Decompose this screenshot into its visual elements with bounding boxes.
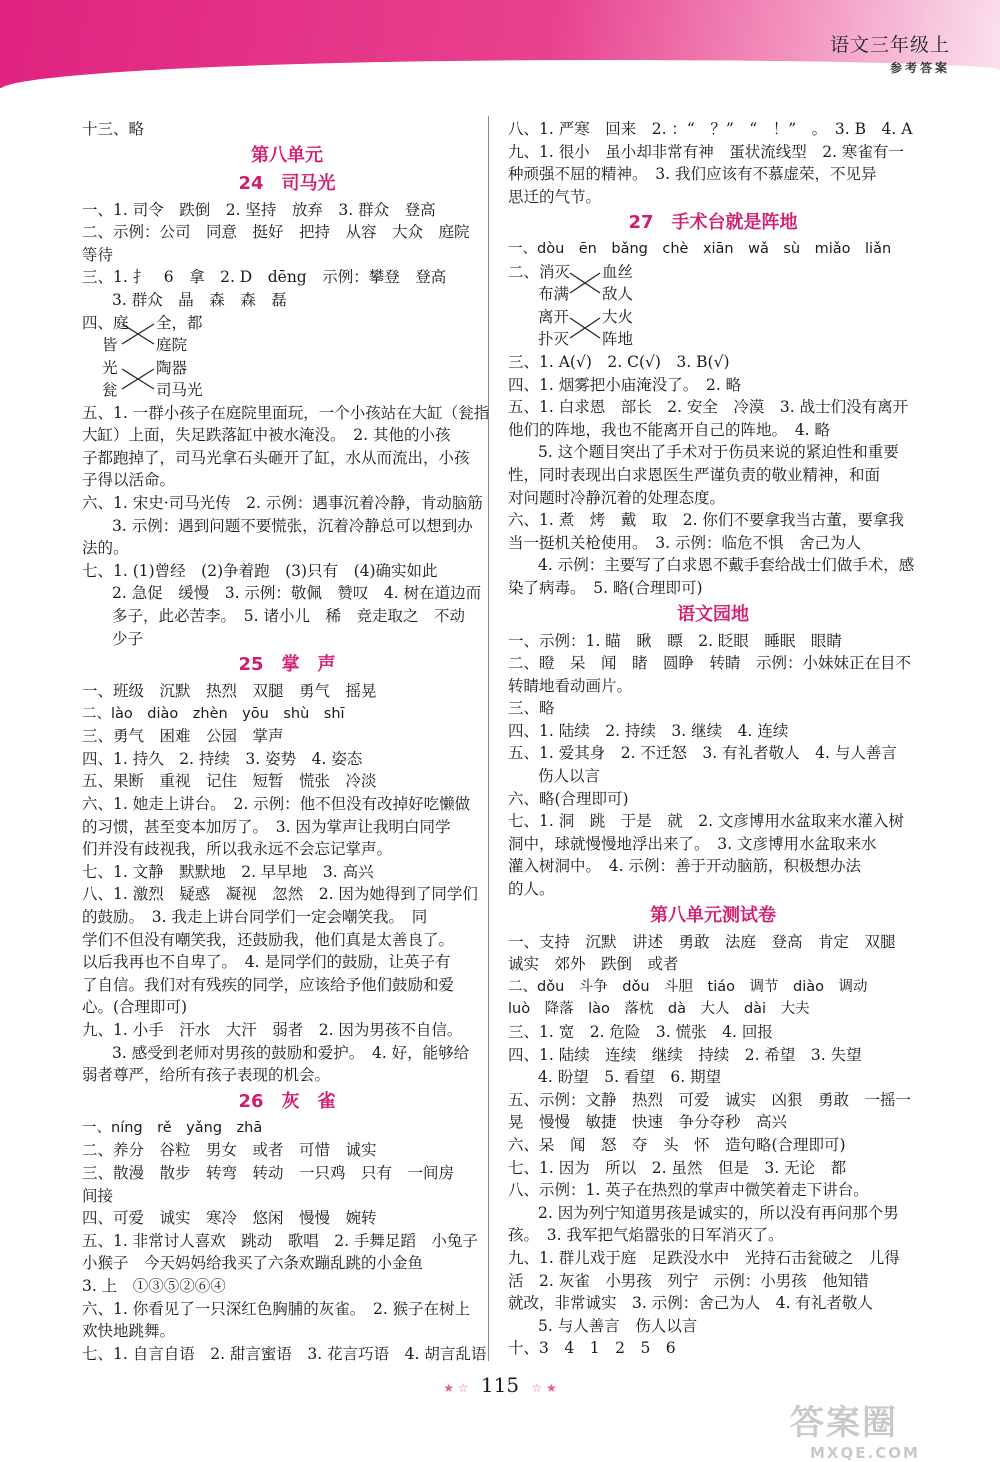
answer-line: 诚实 郊外 跌倒 或者 bbox=[508, 955, 679, 974]
answer-line: 了自信。我们对有残疾的同学，应该给予他们鼓励和爱 bbox=[82, 975, 455, 994]
answer-line: 三、1. 扌 6 拿 2. D dēng 示例：攀登 登高 bbox=[82, 268, 447, 287]
answer-line: 转睛地看动画片。 bbox=[508, 676, 633, 695]
answer-line: 七、1. 洞 跳 于是 就 2. 文彦博用水盆取来水灌入树 bbox=[508, 812, 904, 831]
match-left: 光 bbox=[102, 358, 118, 377]
answer-line: 少子 bbox=[112, 629, 144, 648]
matching-diagram bbox=[508, 261, 918, 306]
answer-line: 五、果断 重视 记住 短暂 慌张 冷淡 bbox=[82, 772, 377, 791]
answer-line: 小猴子 今天妈妈给我买了六条欢蹦乱跳的小金鱼 bbox=[82, 1254, 424, 1273]
lesson-heading: 26 灰 雀 bbox=[238, 1090, 336, 1112]
answer-line: 六、1. 你看见了一只深红色胸脯的灰雀。 2. 猴子在树上 bbox=[82, 1299, 471, 1318]
answer-line: 八、1. 严寒 回来 2. ：“ ？” “ ！” 。 3. B 4. A bbox=[508, 120, 913, 138]
answer-line: 二、dǒu 斗争 dǒu 斗胆 tiáo 调节 diào 调动 bbox=[508, 978, 868, 995]
match-left: 布满 bbox=[538, 284, 570, 303]
answer-line: 大缸）上面，失足跌落缸中被水淹没。 2. 其他的小孩 bbox=[82, 426, 451, 445]
answer-line: 二、养分 谷粒 男女 或者 可惜 诚实 bbox=[82, 1141, 377, 1160]
page-header bbox=[830, 30, 950, 76]
answer-line: 四、1. 持久 2. 持续 3. 姿势 4. 姿态 bbox=[82, 749, 363, 768]
answer-line: 的人。 bbox=[508, 880, 555, 899]
match-left: 扑灭 bbox=[538, 329, 570, 348]
answer-line: 弱者尊严，给所有孩子表现的机会。 bbox=[82, 1066, 331, 1085]
answer-line: 三、散漫 散步 转弯 转动 一只鸡 只有 一间房 bbox=[82, 1163, 455, 1182]
watermark-brand: 答案圈 bbox=[790, 1403, 898, 1443]
answer-line: 5. 这个题目突出了手术对于伤员来说的紧迫性和重要 bbox=[538, 443, 899, 462]
answer-line: 三、1. 宽 2. 危险 3. 慌张 4. 回报 bbox=[508, 1023, 773, 1041]
answer-line: 一、1. 司令 跌倒 2. 坚持 放弃 3. 群众 登高 bbox=[82, 200, 436, 219]
answer-line: 多子，此必苦李。 5. 诸小儿 稀 竞走取之 不动 bbox=[112, 606, 465, 625]
answer-line: 九、1. 小手 汗水 大汗 弱者 2. 因为男孩不自信。 bbox=[82, 1021, 463, 1039]
answer-line: 一、示例：1. 瞄 瞅 瞟 2. 眨眼 睡眠 眼睛 bbox=[508, 631, 842, 650]
match-right: 阵地 bbox=[602, 329, 634, 348]
answer-line: 种顽强不屈的精神。 3. 我们应该有不慕虚荣，不见异 bbox=[508, 165, 877, 184]
answer-line: 以后我再也不自卑了。 4. 是同学们的鼓励，让英子有 bbox=[82, 953, 451, 972]
star-icon: ★ ☆ bbox=[443, 1381, 469, 1395]
lesson-heading: 语文园地 bbox=[677, 603, 749, 625]
answer-line: 就改，非常诚实 3. 示例：舍己为人 4. 有礼者敬人 bbox=[508, 1294, 873, 1313]
answer-line: 法的。 bbox=[82, 539, 129, 558]
answer-line: 一、níng rě yǎng zhā bbox=[82, 1119, 263, 1136]
match-right: 血丝 bbox=[602, 262, 634, 281]
answer-line: 一、dòu ēn bǎng chè xiān wǎ sù miǎo liǎn bbox=[508, 241, 892, 258]
header-subtitle: 参考答案 bbox=[889, 61, 950, 75]
match-left: 皆 bbox=[102, 335, 118, 354]
answer-line: 3. 上 ①③⑤②⑥④ bbox=[82, 1276, 226, 1295]
matching-diagram bbox=[508, 306, 918, 351]
answer-line: 们并没有歧视我，所以我永远不会忘记掌声。 bbox=[82, 840, 393, 859]
answer-line: 他们的阵地，我也不能离开自己的阵地。 4. 略 bbox=[508, 420, 830, 439]
answer-line: 五、1. 爱其身 2. 不迁怒 3. 有礼者敬人 4. 与人善言 bbox=[508, 744, 897, 763]
answer-line: 对问题时冷静沉着的处理态度。 bbox=[508, 488, 726, 507]
match-left: 离开 bbox=[538, 307, 570, 326]
answer-line: 九、1. 很小 虽小却非常有神 蛋状流线型 2. 寒雀有一 bbox=[508, 142, 904, 161]
answer-line: 六、1. 她走上讲台。 2. 示例：他不但没有改掉好吃懒做 bbox=[82, 795, 471, 814]
match-left: 瓮 bbox=[102, 380, 118, 399]
page-footer bbox=[0, 1373, 1000, 1397]
answer-line: 五、1. 白求恩 部长 2. 安全 冷漠 3. 战士们没有离开 bbox=[508, 398, 909, 417]
answer-line: 七、1. 因为 所以 2. 虽然 但是 3. 无论 都 bbox=[508, 1158, 847, 1177]
answer-line: 的鼓励。 3. 我走上讲台同学们一定会嘲笑我。 同 bbox=[82, 908, 428, 927]
answer-line: 七、1. 文静 默默地 2. 早早地 3. 高兴 bbox=[82, 862, 374, 881]
answer-line: 学们不但没有嘲笑我，还鼓励我，他们真是太善良了。 bbox=[82, 930, 455, 949]
star-icon: ☆ ★ bbox=[531, 1381, 557, 1395]
answer-line: 六、1. 煮 烤 戴 取 2. 你们不要拿我当古董，要拿我 bbox=[508, 511, 904, 530]
answer-line: 二、瞪 呆 闻 睹 圆睁 转睛 示例：小妹妹正在目不 bbox=[508, 654, 912, 673]
answer-line: 三、勇气 困难 公园 掌声 bbox=[82, 727, 284, 746]
answer-line: 一、支持 沉默 讲述 勇敢 法庭 登高 肯定 双腿 bbox=[508, 932, 896, 951]
answer-line: 染了病毒。 5. 略(合理即可) bbox=[508, 578, 703, 597]
answer-line: 当一挺机关枪使用。 3. 示例：临危不惧 舍己为人 bbox=[508, 533, 861, 552]
answer-line: 洞中，球就慢慢地浮出来了。 3. 文彦博用水盆取来水 bbox=[508, 834, 877, 853]
lesson-heading: 24 司马光 bbox=[238, 172, 336, 194]
answer-line: 四、1. 烟雾把小庙淹没了。 2. 略 bbox=[508, 375, 742, 394]
answer-line: 伤人以言 bbox=[538, 767, 601, 786]
lesson-heading: 27 手术台就是阵地 bbox=[628, 212, 798, 234]
answer-line: 思迁的气节。 bbox=[508, 187, 602, 206]
match-right: 大火 bbox=[602, 307, 634, 326]
answer-line: 二、示例：公司 同意 挺好 把持 从容 大众 庭院 bbox=[82, 223, 470, 242]
answer-line: 5. 与人善言 伤人以言 bbox=[538, 1316, 698, 1335]
left-column bbox=[82, 118, 492, 1365]
answer-line: 4. 示例：主要写了白求恩不戴手套给战士们做手术，感 bbox=[538, 556, 915, 575]
answer-line: 性，同时表现出白求恩医生严谨负责的敬业精神，和面 bbox=[508, 465, 881, 484]
answer-line: 等待 bbox=[82, 245, 114, 264]
test-heading: 第八单元测试卷 bbox=[650, 904, 776, 926]
answer-line: 3. 群众 晶 森 森 磊 bbox=[112, 290, 287, 309]
answer-line: 3. 示例：遇到问题不要慌张，沉着冷静总可以想到办 bbox=[112, 516, 473, 535]
right-column bbox=[508, 118, 918, 1360]
answer-line: 七、1. 自言自语 2. 甜言蜜语 3. 花言巧语 4. 胡言乱语 bbox=[82, 1344, 487, 1363]
answer-line: 的习惯，甚至变本加厉了。 3. 因为掌声让我明白同学 bbox=[82, 817, 451, 836]
answer-line: 二、lào diào zhèn yōu shù shī bbox=[82, 705, 345, 722]
answer-line: 一、班级 沉默 热烈 双腿 勇气 摇晃 bbox=[82, 682, 377, 701]
answer-line: 灌入树洞中。 4. 示例：善于开动脑筋，积极想办法 bbox=[508, 857, 861, 876]
answer-line: 间接 bbox=[82, 1186, 114, 1205]
answer-line: 十、3 4 1 2 5 6 bbox=[508, 1339, 676, 1358]
match-right: 庭院 bbox=[156, 335, 188, 354]
answer-line: 六、1. 宋史·司马光传 2. 示例：遇事沉着冷静，肯动脑筋 bbox=[82, 493, 483, 512]
answer-line: 六、呆 闻 怒 夺 头 怀 造句略(合理即可) bbox=[508, 1135, 846, 1154]
answer-line: 十三、略 bbox=[82, 120, 145, 138]
match-right: 全，都 bbox=[156, 313, 203, 332]
answer-line: 孩。 3. 我军把气焰嚣张的日军消灭了。 bbox=[508, 1226, 784, 1245]
page-number: 115 bbox=[480, 1373, 520, 1397]
answer-line: 三、1. A(√) 2. C(√) 3. B(√) bbox=[508, 352, 730, 371]
answer-line: 2. 急促 缓慢 3. 示例：敬佩 赞叹 4. 树在道边而 bbox=[112, 584, 482, 603]
answer-line: 晃 慢慢 敏捷 快速 争分夺秒 高兴 bbox=[508, 1113, 788, 1132]
match-left: 四、庭 bbox=[82, 313, 129, 332]
answer-line: 三、略 bbox=[508, 699, 555, 718]
answer-line: 心。(合理即可) bbox=[82, 998, 188, 1017]
book-title: 语文三年级上 bbox=[829, 34, 950, 56]
answer-line: 2. 因为列宁知道男孩是诚实的，所以没有再问那个男 bbox=[538, 1203, 899, 1222]
lesson-heading: 25 掌 声 bbox=[238, 654, 336, 676]
answer-line: 3. 感受到老师对男孩的鼓励和爱护。 4. 好，能够给 bbox=[112, 1043, 470, 1062]
unit-heading: 第八单元 bbox=[251, 144, 323, 166]
match-right: 敌人 bbox=[602, 284, 634, 303]
matching-diagram bbox=[82, 357, 492, 402]
answer-line: 八、示例：1. 英子在热烈的掌声中微笑着走下讲台。 bbox=[508, 1181, 869, 1200]
answer-line: 八、1. 激烈 疑惑 凝视 忽然 2. 因为她得到了同学们 bbox=[82, 885, 478, 904]
answer-line: 五、1. 一群小孩子在庭院里面玩，一个小孩站在大缸（瓮指 bbox=[82, 403, 490, 422]
answer-line: 九、1. 群儿戏于庭 足跌没水中 光持石击瓮破之 儿得 bbox=[508, 1248, 900, 1267]
answer-line: 六、略(合理即可) bbox=[508, 789, 629, 808]
answer-line: 欢快地跳舞。 bbox=[82, 1322, 176, 1341]
answer-line: 四、1. 陆续 连续 继续 持续 2. 希望 3. 失望 bbox=[508, 1045, 862, 1064]
match-right: 陶器 bbox=[156, 358, 188, 377]
answer-line: luò 降落 lào 落枕 dà 大人 dài 大夫 bbox=[508, 1001, 810, 1018]
watermark-logo bbox=[790, 1395, 1000, 1460]
answer-line: 子得以活命。 bbox=[82, 471, 176, 490]
answer-line: 活 2. 灰雀 小男孩 列宁 示例：小男孩 他知错 bbox=[508, 1271, 869, 1290]
match-left: 二、消灭 bbox=[508, 262, 571, 281]
answer-line: 4. 盼望 5. 看望 6. 期望 bbox=[538, 1068, 722, 1087]
answer-line: 五、示例：文静 热烈 可爱 诚实 凶狠 勇敢 一摇一 bbox=[508, 1090, 912, 1109]
match-right: 司马光 bbox=[156, 380, 203, 399]
answer-line: 子都跑掉了，司马光拿石头砸开了缸，水从而流出，小孩 bbox=[82, 448, 470, 467]
answer-line: 四、可爱 诚实 寒冷 悠闲 慢慢 婉转 bbox=[82, 1209, 377, 1228]
answer-line: 五、1. 非常讨人喜欢 跳动 歌唱 2. 手舞足蹈 小兔子 bbox=[82, 1231, 478, 1250]
answer-line: 七、1. (1)曾经 (2)争着跑 (3)只有 (4)确实如此 bbox=[82, 561, 438, 580]
watermark-site: MXQE.COM bbox=[810, 1444, 920, 1462]
answer-line: 四、1. 陆续 2. 持续 3. 继续 4. 连续 bbox=[508, 721, 789, 740]
matching-diagram bbox=[82, 312, 492, 357]
